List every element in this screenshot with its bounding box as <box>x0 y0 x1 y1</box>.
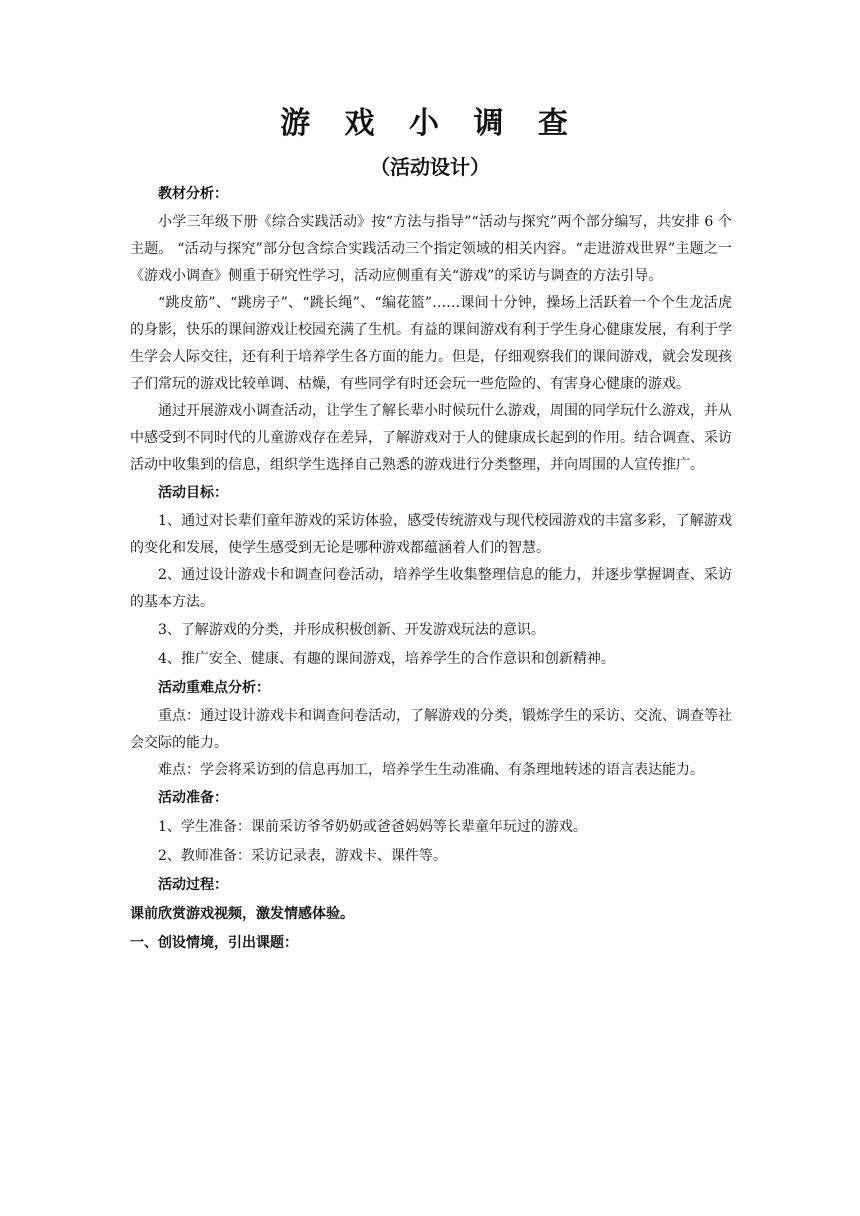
section-heading-preparation: 活动准备： <box>158 790 228 806</box>
paragraph-analysis-3: 通过开展游戏小调查活动，让学生了解长辈小时候玩什么游戏，周围的同学玩什么游戏，并从中感受到不同时代的儿童游戏存在差异，了解游戏对于人的健康成长起到的作用。结合调查、采访活动中收集到的信息，组织学生选择自己熟悉的游戏进行分类整理，并向周围的人宣传推广。 <box>130 403 732 473</box>
prep-item-2: 2、教师准备：采访记录表，游戏卡、课件等。 <box>158 848 447 864</box>
process-intro: 课前欣赏游戏视频，激发情感体验。 <box>130 906 354 922</box>
page-subtitle: （活动设计） <box>370 155 490 179</box>
section-heading-key-points: 活动重难点分析： <box>158 680 270 696</box>
key-point: 重点：通过设计游戏卡和调查问卷活动，了解游戏的分类，锻炼学生的采访、交流、调查等社会交际的能力。 <box>130 708 732 751</box>
paragraph-analysis-1: 小学三年级下册《综合实践活动》按“方法与指导”“活动与探究”两个部分编写，共安排 6 个主题。 “活动与探究”部分包含综合实践活动三个指定领域的相关内容。“走进游戏世界”主题之一《游戏小调查》侧重于研究性学习，活动应侧重有关“游戏”的采访与调查的方法引导。 <box>130 214 732 284</box>
section-heading-process: 活动过程： <box>158 877 228 893</box>
paragraph-analysis-2: “跳皮筋”、“跳房子”、“跳长绳”、“编花篮”……课间十分钟，操场上活跃着一个个生龙活虎的身影，快乐的课间游戏让校园充满了生机。有益的课间游戏有利于学生身心健康发展，有利于学生学会人际交往，还有利于培养学生各方面的能力。但是，仔细观察我们的课间游戏，就会发现孩子们常玩的游戏比较单调、枯燥，有些同学有时还会玩一些危险的、有害身心健康的游戏。 <box>130 295 732 392</box>
process-step-1: 一、创设情境，引出课题： <box>130 935 298 951</box>
section-heading-analysis: 教材分析： <box>158 186 228 202</box>
goal-item-3: 3、了解游戏的分类，并形成积极创新、开发游戏玩法的意识。 <box>158 622 545 638</box>
page-title: 游 戏 小 调 查 <box>280 106 580 141</box>
goal-item-4: 4、推广安全、健康、有趣的课间游戏，培养学生的合作意识和创新精神。 <box>158 651 615 667</box>
prep-item-1: 1、学生准备：课前采访爷爷奶奶或爸爸妈妈等长辈童年玩过的游戏。 <box>158 819 587 835</box>
difficult-point: 难点：学会将采访到的信息再加工，培养学生生动准确、有条理地转述的语言表达能力。 <box>158 762 704 778</box>
goal-item-2: 2、通过设计游戏卡和调查问卷活动，培养学生收集整理信息的能力，并逐步掌握调查、采访的基本方法。 <box>130 567 732 610</box>
section-heading-goals: 活动目标： <box>158 485 228 501</box>
goal-item-1: 1、通过对长辈们童年游戏的采访体验，感受传统游戏与现代校园游戏的丰富多彩，了解游戏的变化和发展，使学生感受到无论是哪种游戏都蕴涵着人们的智慧。 <box>130 513 732 556</box>
document-body <box>130 180 732 958</box>
